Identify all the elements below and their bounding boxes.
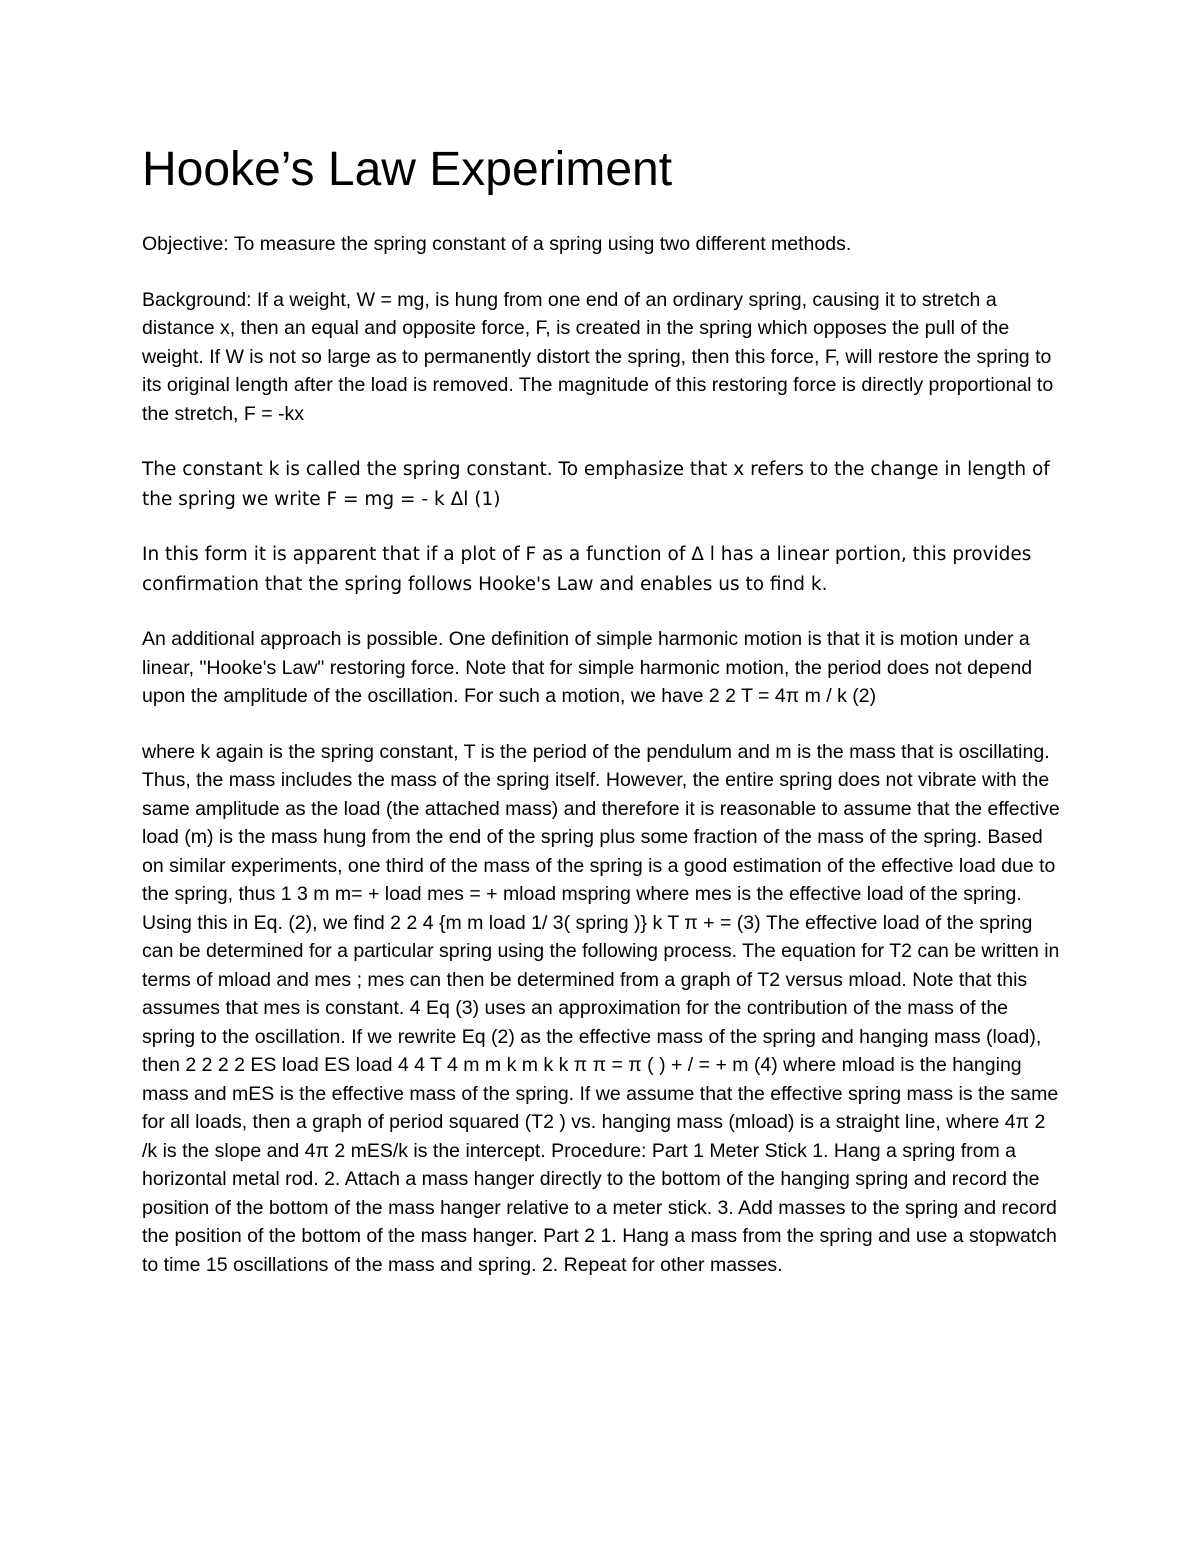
linear-plot-paragraph: In this form it is apparent that if a plot of F as a function of Δ l has a linear portion, this provides confirmation that the spring follows Hooke's Law and enables us to find k.	[142, 544, 1032, 595]
document-page	[142, 140, 1062, 1279]
where-k-paragraph: where k again is the spring constant, T is the period of the pendulum and m is the mass that is oscillating. Thus, the mass includes the mass of the spring itself. However, the entire spring does not vibrate with the same amplitude as the load (the attached mass) and therefore it is reasonable to assume that the effective load (m) is the mass hung from the end of the spring plus some fraction of the mass of the spring. Based on similar experiments, one third of the mass of the spring is a good estimation of the effective load due to the spring, thus 1 3 m m= + load mes = + mload mspring where mes is the effective load of the spring. Using this in Eq. (2), we find 2 2 4 {m m load 1/ 3( spring )} k T π + = (3) The effective load of the spring can be determined for a particular spring using the following process. The equation for T2 can be written in terms of mload and mes ; mes can then be determined from a graph of T2 versus mload. Note that this assumes that mes is constant. 4 Eq (3) uses an approximation for the contribution of the mass of the spring to the oscillation. If we rewrite Eq (2) as the effective mass of the spring and hanging mass (load), then 2 2 2 2 ES load ES load 4 4 T 4 m m k m k k π π = π ( ) + / = + m (4) where mload is the hanging mass and mES is the effective mass of the spring. If we assume that the effective spring mass is the same for all loads, then a graph of period squared (T2 ) vs. hanging mass (mload) is a straight line, where 4π 2 /k is the slope and 4π 2 mES/k is the intercept. Procedure: Part 1 Meter Stick 1. Hang a spring from a horizontal metal rod. 2. Attach a mass hanger directly to the bottom of the hanging spring and record the position of the bottom of the mass hanger relative to a meter stick. 3. Add masses to the spring and record the position of the bottom of the mass hanger. Part 2 1. Hang a mass from the spring and use a stopwatch to time 15 oscillations of the mass and spring. 2. Repeat for other masses.	[142, 740, 1060, 1276]
objective-paragraph: Objective: To measure the spring constant of a spring using two different methods.	[142, 233, 852, 255]
additional-approach-paragraph: An additional approach is possible. One definition of simple harmonic motion is that it is motion under a linear, "Hooke's Law" restoring force. Note that for simple harmonic motion, the period does not depend upon the amplitude of the oscillation. For such a motion, we have 2 2 T = 4π m / k (2)	[142, 628, 1033, 707]
background-paragraph: Background: If a weight, W = mg, is hung from one end of an ordinary spring, causing it to stretch a distance x, then an equal and opposite force, F, is created in the spring which opposes the pull of the weight. If W is not so large as to permanently distort the spring, then this force, F, will restore the spring to its original length after the load is removed. The magnitude of this restoring force is directly proportional to the stretch, F = -kx	[142, 288, 1054, 425]
document-title: Hooke’s Law Experiment	[142, 143, 673, 196]
spring-constant-paragraph: The constant k is called the spring constant. To emphasize that x refers to the change in length of the spring we write F = mg = - k Δl (1)	[142, 459, 1050, 510]
